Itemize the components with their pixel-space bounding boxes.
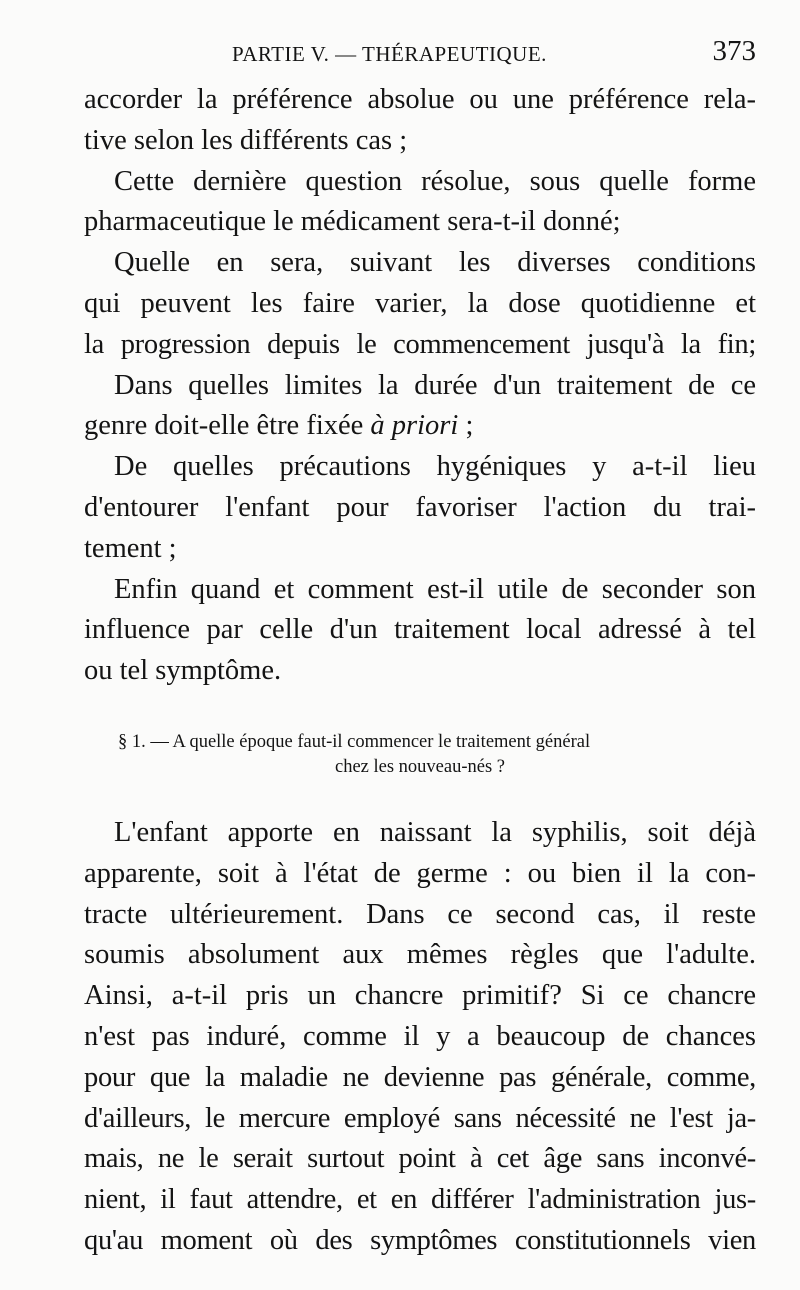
body-text-lower [84,813,756,1262]
text-line: qui peuvent les faire varier, la dose quotidienne et [84,287,756,319]
text-line [84,406,756,447]
text-line: tive selon les différents cas ; [84,124,408,156]
text-segment: ; [458,410,474,442]
section-heading [100,730,740,780]
text-line: tracte ultérieurement. Dans ce second cas, il reste [84,898,756,930]
text-line: n'est pas induré, comme il y a beaucoup de chances [84,1020,756,1052]
text-line: Ainsi, a-t-il pris un chancre primitif? Si ce chancre [84,980,756,1012]
text-line: mais, ne le serait surtout point à cet âge sans inconvé- [84,1143,756,1175]
text-line: d'ailleurs, le mercure employé sans nécessité ne l'est ja- [84,1102,756,1134]
text-line: Cette dernière question résolue, sous quelle forme [114,165,756,197]
text-line: Dans quelles limites la durée d'un traitement de ce [114,369,756,401]
text-line: Quelle en sera, suivant les diverses conditions [114,247,756,279]
text-segment: genre doit-elle être fixée [84,410,371,442]
text-line: soumis absolument aux mêmes règles que l'adulte. [84,939,756,971]
italic-phrase: à priori [370,410,459,442]
text-line: De quelles précautions hygéniques y a-t-il lieu [114,451,756,483]
text-line: qu'au moment où des symptômes constitutionnels vien [84,1224,756,1256]
text-line: tement ; [84,532,177,564]
text-line: pour que la maladie ne devienne pas générale, comme, [84,1061,756,1093]
page-header [80,34,760,74]
text-line: pharmaceutique le médicament sera-t-il donné; [84,206,621,238]
text-line: Enfin quand et comment est-il utile de seconder son [114,573,756,605]
text-line: L'enfant apporte en naissant la syphilis, soit déjà [114,817,756,848]
text-line: accorder la préférence absolue ou une préférence rela- [84,84,756,115]
text-line: d'entourer l'enfant pour favoriser l'action du trai- [84,491,756,523]
page-number: 373 [712,35,756,67]
text-line: influence par celle d'un traitement local adressé à tel [84,614,756,646]
text-line: ou tel symptôme. [84,655,282,687]
body-text-upper [84,80,756,692]
text-line: nient, il faut attendre, et en différer l'administration jus- [84,1184,756,1216]
text-line: apparente, soit à l'état de germe : ou bien il la con- [84,857,756,889]
text-line: la progression depuis le commencement jusqu'à la fin; [84,328,756,360]
section-heading-line: § 1. — A quelle époque faut-il commencer le traitement général [118,732,591,752]
running-title: PARTIE V. — THÉRAPEUTIQUE. [232,42,547,66]
section-heading-line: chez les nouveau-nés ? [334,757,505,777]
